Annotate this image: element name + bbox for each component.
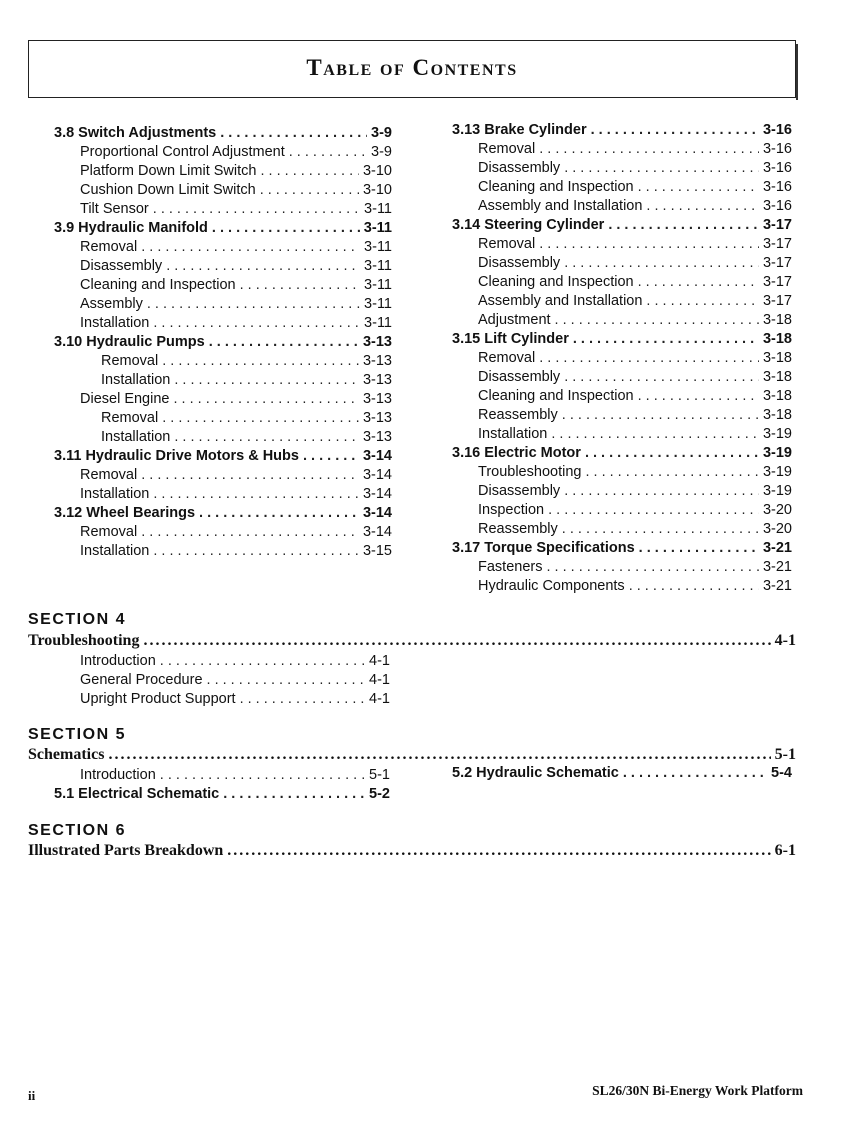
leader-dots xyxy=(564,482,759,501)
footer-page-number: ii xyxy=(28,1088,36,1103)
toc-entry-label: 3.12 Wheel Bearings xyxy=(54,505,196,521)
leader-dots xyxy=(289,143,367,162)
leader-dots xyxy=(551,425,759,444)
toc-entry-label: Disassembly xyxy=(478,483,561,499)
leader-dots xyxy=(153,542,359,561)
toc-entry-label: Cleaning and Inspection xyxy=(478,388,634,404)
toc-entry-page: 3-11 xyxy=(364,315,392,331)
leader-dots xyxy=(153,200,360,219)
leader-dots xyxy=(153,314,360,333)
toc-entry[interactable] xyxy=(54,390,392,409)
toc-entry-page: 3-20 xyxy=(762,502,792,518)
footer-doc-title: SL26/30N Bi-Energy Work Platform xyxy=(592,1083,803,1098)
leader-dots xyxy=(147,295,360,314)
toc-entry-label: Installation xyxy=(80,543,150,559)
leader-dots xyxy=(585,444,759,463)
toc-entry-label: Cleaning and Inspection xyxy=(478,274,634,290)
toc-entry-page: 3-18 xyxy=(762,369,792,385)
leader-dots xyxy=(303,447,359,466)
toc-entry-label: Cleaning and Inspection xyxy=(478,179,634,195)
toc-entry-label: Removal xyxy=(80,524,138,540)
toc-entry-main[interactable] xyxy=(452,121,792,140)
toc-entry-page: 3-21 xyxy=(762,559,792,575)
section-4-page: 4-1 xyxy=(774,632,796,649)
leader-dots xyxy=(608,216,759,235)
toc-entry-page: 3-19 xyxy=(762,483,792,499)
toc-entry-label: Troubleshooting xyxy=(478,464,582,480)
toc-entry-page: 3-17 xyxy=(762,236,792,252)
toc-entry[interactable] xyxy=(80,690,390,709)
toc-entry-page: 3-11 xyxy=(364,239,392,255)
leader-dots xyxy=(646,197,759,216)
section-4-items xyxy=(80,652,390,709)
leader-dots xyxy=(162,409,359,428)
toc-entry-page: 5-1 xyxy=(369,767,390,783)
toc-entry[interactable] xyxy=(452,273,792,292)
toc-entry-page: 3-10 xyxy=(362,182,392,198)
leader-dots xyxy=(240,690,365,709)
section-4-title: Troubleshooting xyxy=(28,632,140,649)
toc-entry-label: 5.2 Hydraulic Schematic xyxy=(452,765,619,781)
toc-entry[interactable] xyxy=(452,406,792,425)
toc-entry-label: 3.17 Torque Specifications xyxy=(452,540,635,556)
toc-entry-label: Disassembly xyxy=(478,160,561,176)
leader-dots xyxy=(638,387,759,406)
toc-entry-label: Diesel Engine xyxy=(80,391,170,407)
toc-entry[interactable] xyxy=(452,292,792,311)
toc-entry-page: 3-21 xyxy=(762,540,792,556)
leader-dots xyxy=(260,181,359,200)
toc-entry-label: Adjustment xyxy=(478,312,551,328)
toc-entry[interactable] xyxy=(452,501,792,520)
leader-dots xyxy=(638,273,759,292)
toc-entry-page: 3-16 xyxy=(762,198,792,214)
toc-entry[interactable] xyxy=(80,766,390,785)
leader-dots xyxy=(199,504,359,523)
leader-dots xyxy=(260,162,359,181)
toc-entry-label: Upright Product Support xyxy=(80,691,236,707)
toc-entry-label: Fasteners xyxy=(478,559,543,575)
toc-entry-main[interactable] xyxy=(54,447,392,466)
toc-entry-label: Installation xyxy=(101,372,171,388)
toc-entry-page: 3-14 xyxy=(362,505,392,521)
toc-entry-page: 3-16 xyxy=(762,122,792,138)
toc-entry-label: 3.8 Switch Adjustments xyxy=(54,125,217,141)
toc-entry-page: 3-19 xyxy=(762,445,792,461)
leader-dots xyxy=(153,485,359,504)
toc-entry-label: 3.10 Hydraulic Pumps xyxy=(54,334,205,350)
section-4-heading: SECTION 4 xyxy=(28,611,126,628)
toc-entry-main[interactable] xyxy=(54,333,392,352)
toc-entry-page: 3-13 xyxy=(362,429,392,445)
leader-dots xyxy=(166,257,360,276)
toc-entry[interactable] xyxy=(54,314,392,333)
leader-dots xyxy=(539,349,759,368)
section-5-items-right xyxy=(452,764,792,783)
toc-entry-label: Disassembly xyxy=(478,369,561,385)
toc-entry-page: 3-17 xyxy=(762,217,792,233)
toc-entry[interactable] xyxy=(452,368,792,387)
toc-entry-label: Cushion Down Limit Switch xyxy=(80,182,256,198)
section-6-heading: SECTION 6 xyxy=(28,822,126,839)
toc-entry[interactable] xyxy=(452,577,792,596)
section-6-title: Illustrated Parts Breakdown xyxy=(28,842,224,859)
toc-entry-page: 3-18 xyxy=(762,407,792,423)
toc-entry-label: 3.14 Steering Cylinder xyxy=(452,217,605,233)
leader-dots xyxy=(223,785,365,804)
leader-dots xyxy=(173,390,358,409)
section-6-page: 6-1 xyxy=(774,842,796,859)
toc-entry-main[interactable] xyxy=(452,444,792,463)
toc-entry[interactable] xyxy=(452,558,792,577)
toc-entry[interactable] xyxy=(54,276,392,295)
toc-entry-label: General Procedure xyxy=(80,672,203,688)
toc-entry-page: 3-14 xyxy=(362,486,392,502)
toc-entry[interactable] xyxy=(54,485,392,504)
toc-entry-label: Hydraulic Components xyxy=(478,578,625,594)
toc-entry-label: Removal xyxy=(101,353,159,369)
toc-right-column xyxy=(452,121,792,596)
toc-entry-label: Removal xyxy=(101,410,159,426)
toc-entry[interactable] xyxy=(54,200,392,219)
toc-entry-page: 3-13 xyxy=(362,353,392,369)
toc-entry-page: 3-9 xyxy=(371,125,392,141)
leader-dots xyxy=(562,406,759,425)
toc-entry[interactable] xyxy=(54,143,392,162)
leader-dots xyxy=(555,311,759,330)
toc-entry-label: Introduction xyxy=(80,653,156,669)
toc-entry-page: 3-13 xyxy=(362,334,392,350)
leader-dots xyxy=(141,238,360,257)
toc-entry-page: 3-19 xyxy=(762,426,792,442)
toc-entry-main[interactable] xyxy=(54,124,392,143)
toc-entry-page: 3-9 xyxy=(371,144,392,160)
section-5-page: 5-1 xyxy=(774,746,796,763)
toc-entry-label: Installation xyxy=(478,426,548,442)
toc-entry-label: Assembly and Installation xyxy=(478,198,643,214)
toc-entry[interactable] xyxy=(54,371,392,390)
toc-entry[interactable] xyxy=(54,257,392,276)
toc-entry-label: 3.16 Electric Motor xyxy=(452,445,581,461)
toc-entry[interactable] xyxy=(452,197,792,216)
toc-entry-label: Tilt Sensor xyxy=(80,201,149,217)
toc-entry-page: 3-16 xyxy=(762,160,792,176)
toc-entry-page: 3-17 xyxy=(762,255,792,271)
toc-entry-label: Assembly and Installation xyxy=(478,293,643,309)
toc-entry-label: Reassembly xyxy=(478,407,558,423)
leader-dots xyxy=(573,330,759,349)
leader-dots xyxy=(174,428,359,447)
toc-entry[interactable] xyxy=(452,387,792,406)
toc-entry[interactable] xyxy=(54,409,392,428)
toc-entry-main[interactable] xyxy=(452,539,792,558)
leader-dots xyxy=(564,159,759,178)
toc-entry-page: 3-11 xyxy=(364,258,392,274)
leader-dots xyxy=(212,219,360,238)
section-5-title-row[interactable] xyxy=(28,746,796,764)
toc-entry-page: 3-11 xyxy=(364,277,392,293)
toc-entry-page: 3-16 xyxy=(762,141,792,157)
toc-entry-page: 3-14 xyxy=(362,467,392,483)
toc-entry-page: 3-18 xyxy=(762,388,792,404)
title-box xyxy=(28,40,796,98)
toc-entry[interactable] xyxy=(54,523,392,542)
toc-entry[interactable] xyxy=(54,542,392,561)
toc-entry-label: Disassembly xyxy=(80,258,163,274)
toc-entry-page: 3-13 xyxy=(362,410,392,426)
toc-entry-main[interactable] xyxy=(54,504,392,523)
toc-entry-label: 3.15 Lift Cylinder xyxy=(452,331,569,347)
toc-entry-main[interactable] xyxy=(54,785,390,804)
toc-entry-page: 3-16 xyxy=(762,179,792,195)
toc-entry-page: 3-14 xyxy=(362,524,392,540)
leader-dots xyxy=(240,276,360,295)
toc-entry[interactable] xyxy=(54,238,392,257)
toc-entry-label: 3.13 Brake Cylinder xyxy=(452,122,587,138)
toc-entry[interactable] xyxy=(452,425,792,444)
toc-entry-page: 3-15 xyxy=(362,543,392,559)
leader-dots xyxy=(623,764,767,783)
leader-dots xyxy=(143,632,770,650)
leader-dots xyxy=(160,766,365,785)
toc-entry[interactable] xyxy=(452,254,792,273)
toc-entry-label: Removal xyxy=(478,350,536,366)
leader-dots xyxy=(564,254,759,273)
leader-dots xyxy=(207,671,366,690)
title-box-shadow xyxy=(796,44,798,100)
toc-entry-label: Removal xyxy=(80,239,138,255)
toc-entry-label: Inspection xyxy=(478,502,545,518)
toc-entry-page: 3-19 xyxy=(762,464,792,480)
toc-entry[interactable] xyxy=(54,352,392,371)
toc-entry[interactable] xyxy=(54,295,392,314)
toc-entry-label: Installation xyxy=(101,429,171,445)
toc-entry-page: 3-21 xyxy=(762,578,792,594)
leader-dots xyxy=(591,121,759,140)
toc-entry-main[interactable] xyxy=(452,216,792,235)
toc-entry-page: 3-18 xyxy=(762,331,792,347)
toc-entry[interactable] xyxy=(80,671,390,690)
section-5-title: Schematics xyxy=(28,746,105,763)
leader-dots xyxy=(539,235,759,254)
page-title: Table of Contents xyxy=(306,55,518,80)
toc-entry-label: Proportional Control Adjustment xyxy=(80,144,285,160)
toc-entry-label: Installation xyxy=(80,486,150,502)
toc-entry-label: Platform Down Limit Switch xyxy=(80,163,257,179)
toc-entry[interactable] xyxy=(54,162,392,181)
toc-entry[interactable] xyxy=(452,349,792,368)
leader-dots xyxy=(141,466,359,485)
toc-entry-label: 3.9 Hydraulic Manifold xyxy=(54,220,208,236)
leader-dots xyxy=(220,124,367,143)
leader-dots xyxy=(585,463,759,482)
toc-entry-label: Assembly xyxy=(80,296,143,312)
toc-entry-main[interactable] xyxy=(452,330,792,349)
leader-dots xyxy=(108,746,770,764)
toc-entry[interactable] xyxy=(80,652,390,671)
toc-entry[interactable] xyxy=(452,520,792,539)
toc-entry-page: 3-11 xyxy=(364,296,392,312)
leader-dots xyxy=(562,520,759,539)
toc-entry-page: 5-4 xyxy=(771,765,792,781)
toc-entry[interactable] xyxy=(54,181,392,200)
toc-entry-label: Removal xyxy=(478,236,536,252)
toc-entry[interactable] xyxy=(452,159,792,178)
leader-dots xyxy=(646,292,759,311)
section-4-title-row[interactable] xyxy=(28,632,796,650)
leader-dots xyxy=(638,178,759,197)
leader-dots xyxy=(564,368,759,387)
leader-dots xyxy=(539,140,759,159)
toc-entry-page: 3-20 xyxy=(762,521,792,537)
toc-entry[interactable] xyxy=(452,463,792,482)
toc-entry-page: 3-11 xyxy=(364,201,392,217)
toc-left-column xyxy=(54,124,392,561)
section-5-items-left xyxy=(54,766,390,804)
toc-entry[interactable] xyxy=(54,428,392,447)
leader-dots xyxy=(548,501,759,520)
leader-dots xyxy=(227,842,770,860)
section-5-heading: SECTION 5 xyxy=(28,726,126,743)
toc-entry-label: Disassembly xyxy=(478,255,561,271)
toc-entry-label: Removal xyxy=(478,141,536,157)
toc-entry-page: 3-13 xyxy=(362,372,392,388)
leader-dots xyxy=(629,577,759,596)
toc-entry-label: 5.1 Electrical Schematic xyxy=(54,786,220,802)
leader-dots xyxy=(546,558,758,577)
section-6-title-row[interactable] xyxy=(28,842,796,860)
leader-dots xyxy=(174,371,359,390)
leader-dots xyxy=(162,352,359,371)
toc-entry-page: 4-1 xyxy=(369,691,390,707)
toc-entry-page: 3-17 xyxy=(762,293,792,309)
toc-entry-page: 3-18 xyxy=(762,312,792,328)
toc-entry-page: 4-1 xyxy=(369,653,390,669)
toc-entry-page: 3-13 xyxy=(362,391,392,407)
toc-entry-label: Cleaning and Inspection xyxy=(80,277,236,293)
toc-entry-page: 5-2 xyxy=(369,786,390,802)
toc-entry-label: Installation xyxy=(80,315,150,331)
toc-entry[interactable] xyxy=(452,482,792,501)
toc-entry[interactable] xyxy=(452,140,792,159)
toc-entry[interactable] xyxy=(452,235,792,254)
toc-entry[interactable] xyxy=(452,178,792,197)
toc-entry-main[interactable] xyxy=(452,764,792,783)
leader-dots xyxy=(209,333,359,352)
toc-entry-label: Introduction xyxy=(80,767,156,783)
toc-entry-page: 3-10 xyxy=(362,163,392,179)
toc-entry-page: 3-14 xyxy=(362,448,392,464)
toc-entry[interactable] xyxy=(452,311,792,330)
toc-entry-label: 3.11 Hydraulic Drive Motors & Hubs xyxy=(54,448,299,464)
toc-entry-label: Removal xyxy=(80,467,138,483)
toc-entry-page: 4-1 xyxy=(369,672,390,688)
toc-entry-main[interactable] xyxy=(54,219,392,238)
toc-entry-page: 3-18 xyxy=(762,350,792,366)
leader-dots xyxy=(141,523,359,542)
toc-entry-page: 3-11 xyxy=(363,220,392,236)
toc-entry-page: 3-17 xyxy=(762,274,792,290)
leader-dots xyxy=(639,539,759,558)
toc-entry[interactable] xyxy=(54,466,392,485)
toc-entry-label: Reassembly xyxy=(478,521,558,537)
leader-dots xyxy=(160,652,365,671)
